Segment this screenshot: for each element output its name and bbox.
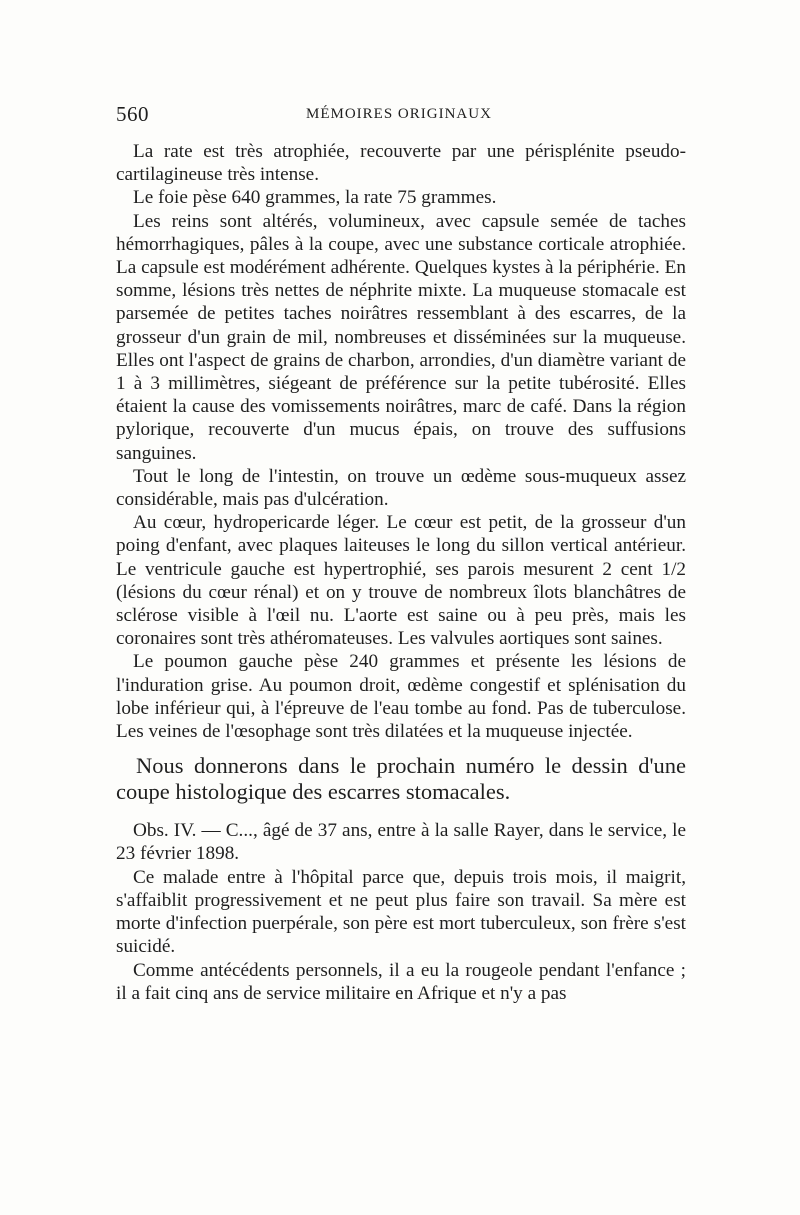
- observation-heading-paragraph: Obs. IV. — C..., âgé de 37 ans, entre à la salle Rayer, dans le service, le 23 février 1898.: [116, 820, 686, 865]
- editorial-note: Nous donnerons dans le prochain numéro le dessin d'une coupe histologique des escarres stomacales.: [116, 753, 686, 805]
- page-body: [116, 140, 686, 1005]
- paragraph: La rate est très atrophiée, recouverte par une périsplénite pseudo-cartilagineuse très intense.: [116, 141, 686, 186]
- paragraph: Le foie pèse 640 grammes, la rate 75 grammes.: [133, 187, 497, 209]
- page-header: [116, 102, 686, 130]
- paragraph: Tout le long de l'intestin, on trouve un œdème sous-muqueux assez considérable, mais pas d'ulcération.: [116, 465, 686, 511]
- paragraph: Ce malade entre à l'hôpital parce que, depuis trois mois, il maigrit, s'affaiblit progressivement et ne peut plus faire son travail. Sa mère est morte d'infection puerpérale, son père est mort tuberculeux, son frère s'est suicidé.: [116, 866, 686, 958]
- paragraph: Comme antécédents personnels, il a eu la rougeole pendant l'enfance ; il a fait cinq ans de service militaire en Afrique et n'y a pas: [116, 959, 686, 1004]
- running-title: MÉMOIRES ORIGINAUX: [306, 106, 492, 122]
- paragraph: Au cœur, hydropericarde léger. Le cœur est petit, de la grosseur d'un poing d'enfant, avec plaques laiteuses le long du sillon vertical antérieur. Le ventricule gauche est hypertrophié, ses parois mesurent 2 cent 1/2 (lésions du cœur rénal) et on y trouve de nombreux îlots blanchâtres de sclérose visible à l'œil nu. L'aorte est saine ou à peu près, mais les coronaires sont très athéromateuses. Les valvules aortiques sont saines.: [116, 512, 686, 650]
- paragraph: Le poumon gauche pèse 240 grammes et présente les lésions de l'induration grise. Au poumon droit, œdème congestif et splénisation du lobe inférieur qui, à l'épreuve de l'eau tombe au fond. Pas de tuberculose. Les veines de l'œsophage sont très dilatées et la muqueuse injectée.: [116, 651, 686, 743]
- page-number: 560: [116, 102, 149, 126]
- paragraph: Les reins sont altérés, volumineux, avec capsule semée de taches hémorrhagiques, pâles à la coupe, avec une substance corticale atrophiée. La capsule est modérément adhérente. Quelques kystes à la périphérie. En somme, lésions très nettes de néphrite mixte. La muqueuse stomacale est parsemée de petites taches noirâtres ressemblant à des escarres, de la grosseur d'un grain de mil, nombreuses et disséminées sur la muqueuse. Elles ont l'aspect de grains de charbon, arrondies, d'un diamètre variant de 1 à 3 millimètres, siégeant de préférence sur la petite tubérosité. Elles étaient la cause des vomissements noirâtres, marc de café. Dans la région pylorique, recouverte d'un mucus épais, on trouve des suffusions sanguines.: [116, 210, 686, 464]
